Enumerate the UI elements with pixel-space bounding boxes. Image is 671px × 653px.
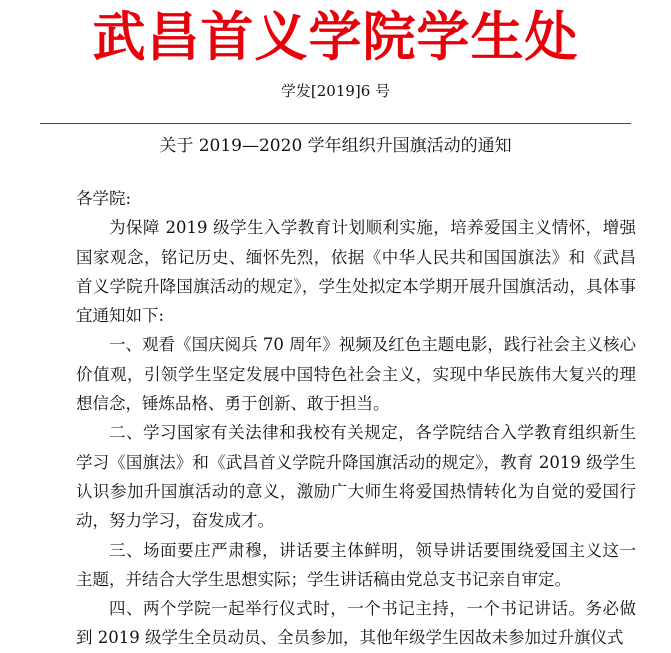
organization-title: 武昌首义学院学生处 — [92, 6, 579, 68]
notice-body — [76, 184, 636, 653]
body-paragraph-item-3: 三、场面要庄严肃穆，讲话要主体鲜明，领导讲话要围绕爱国主义这一主题，并结合大学生思想实际；学生讲话稿由党总支书记亲自审定。 — [76, 540, 636, 589]
body-paragraph-item-4: 四、两个学院一起举行仪式时，一个书记主持，一个书记讲话。务必做到 2019 级学生全员动员、全员参加，其他年级学生因故未参加过升旗仪式 — [76, 599, 636, 648]
notice-title: 关于 2019—2020 学年组织升国旗活动的通知 — [159, 136, 512, 156]
document-number: 学发[2019]6 号 — [280, 82, 391, 100]
salutation: 各学院: — [76, 189, 132, 208]
body-paragraph-item-2: 二、学习国家有关法律和我校有关规定，各学院结合入学教育组织新生学习《国旗法》和《武昌首义学院升降国旗活动的规定》，教育 2019 级学生认识参加升国旗活动的意义，激励广大师生将爱国热情转化为自觉的爱国行动，努力学习，奋发成才。 — [76, 423, 636, 531]
body-paragraph-item-1: 一、观看《国庆阅兵 70 周年》视频及红色主题电影，践行社会主义核心价值观，引领学生坚定发展中国特色社会主义，实现中华民族伟大复兴的理想信念，锤炼品格、勇于创新、敢于担当。 — [76, 335, 636, 414]
body-paragraph-intro: 为保障 2019 级学生入学教育计划顺利实施，培养爱国主义情怀，增强国家观念，铭记历史、缅怀先烈，依据《中华人民共和国国旗法》和《武昌首义学院升降国旗活动的规定》，学生处拟定本学期开展升国旗活动，具体事宜通知如下: — [76, 218, 636, 326]
red-divider-line — [40, 123, 631, 124]
